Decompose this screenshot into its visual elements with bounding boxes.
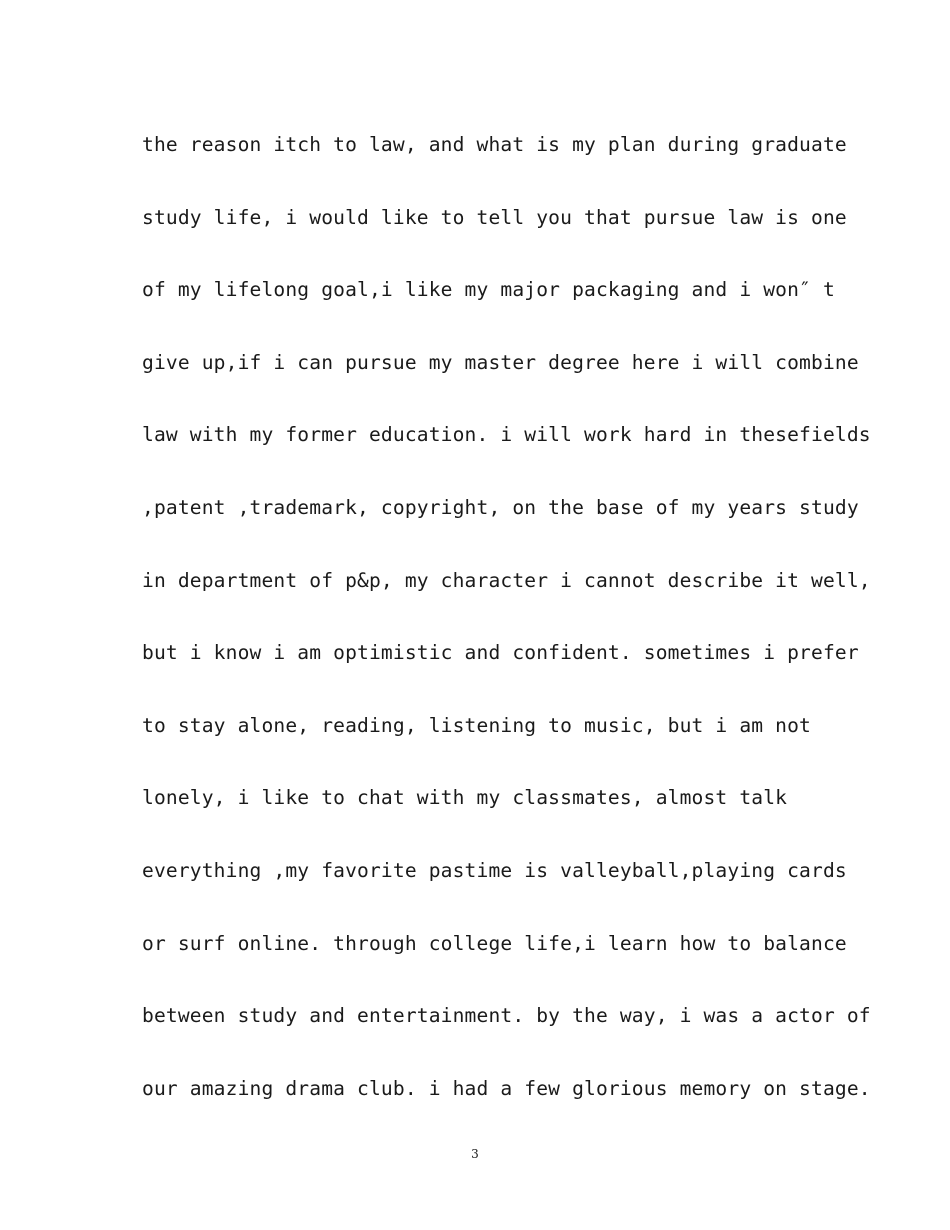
text-line: or surf online. through college life,i learn how to balance — [142, 931, 847, 955]
text-line: in department of p&p, my character i cannot describe it well, — [142, 568, 871, 592]
text-line: everything ,my favorite pastime is valleyball,playing cards — [142, 858, 847, 882]
text-line: but i know i am optimistic and confident. sometimes i prefer — [142, 641, 859, 665]
text-line: ,patent ,trademark, copyright, on the base of my years study — [142, 495, 859, 519]
text-line: lonely, i like to chat with my classmates, almost talk — [142, 786, 788, 810]
text-line: give up,if i can pursue my master degree here i will combine — [142, 350, 859, 374]
text-line: the reason itch to law, and what is my plan during graduate — [142, 133, 847, 156]
text-line: of my lifelong goal,i like my major packaging and i won″ t — [142, 278, 835, 302]
body-text — [142, 127, 871, 1143]
text-line: our amazing drama club. i had a few glorious memory on stage. — [142, 1076, 871, 1100]
text-line: between study and entertainment. by the way, i was a actor of — [142, 1004, 871, 1028]
page-number: 3 — [471, 1147, 479, 1161]
text-line: study life, i would like to tell you that pursue law is one — [142, 205, 847, 229]
text-line: law with my former education. i will work hard in thesefields — [142, 423, 871, 447]
text-line: to stay alone, reading, listening to music, but i am not — [142, 713, 811, 737]
